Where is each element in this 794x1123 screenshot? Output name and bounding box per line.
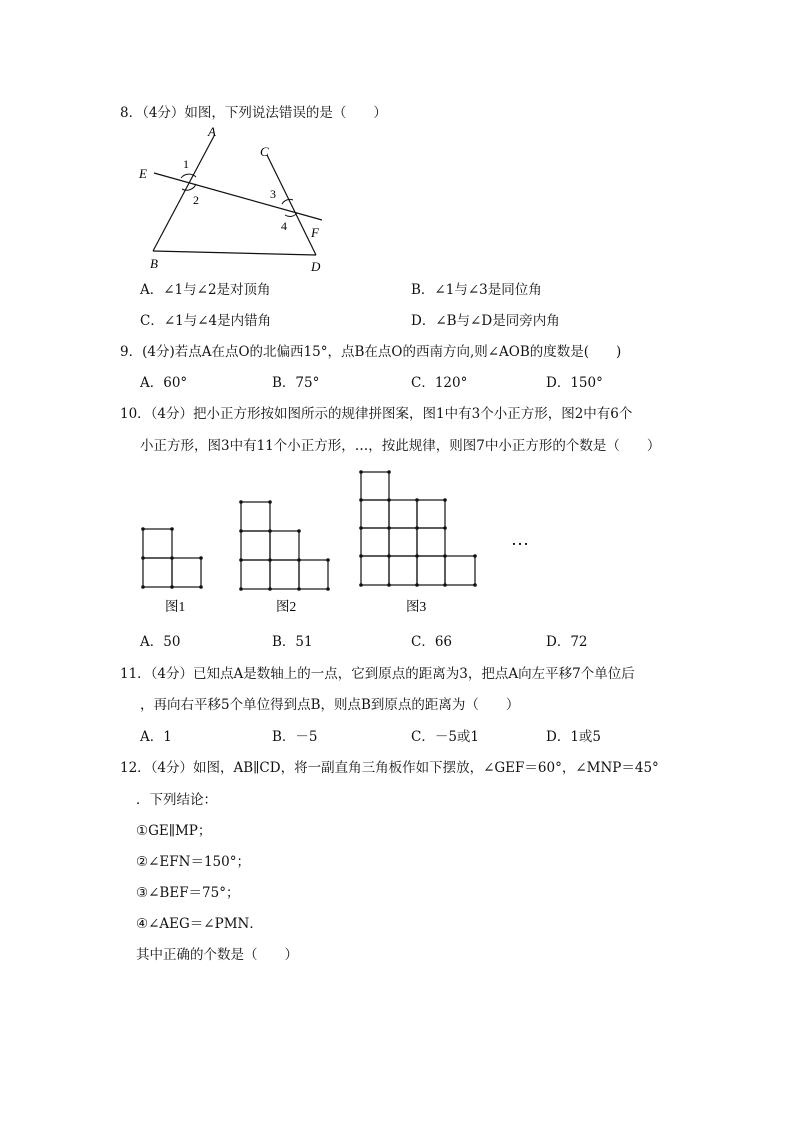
- q9-stem: 9．(4分)若点A在点O的北偏西15°，点B在点O的西南方向,则∠AOB的度数是( ): [120, 344, 622, 360]
- q12-closing-question: 其中正确的个数是（ ）: [136, 947, 298, 963]
- q9-option-d: D．150°: [546, 375, 603, 391]
- figure-1-caption: 图1: [165, 599, 186, 614]
- q8-figure: [130, 122, 340, 277]
- figure-3-caption: 图3: [406, 599, 427, 614]
- line-BD: [153, 251, 316, 255]
- q9-option-b: B．75°: [272, 375, 320, 391]
- q10-figures: [135, 465, 555, 625]
- angle-2-arc: [182, 184, 196, 190]
- q11-option-a: A．1: [140, 729, 172, 745]
- q12-conclusion-2: ②∠EFN＝150°；: [136, 854, 250, 870]
- q11-option-c: C．－5或1: [411, 729, 480, 745]
- label-C: C: [260, 144, 269, 159]
- q12-stem-line-2: ．下列结论：: [136, 792, 217, 808]
- q12-stem-line-1: 12．（4分）如图，AB∥CD，将一副直角三角板作如下摆放，∠GEF＝60°，∠MNP＝45°: [120, 760, 659, 776]
- q8-option-a: A．∠1与∠2是对顶角: [140, 282, 271, 298]
- q8-option-b: B．∠1与∠3是同位角: [411, 282, 542, 298]
- q8-option-c: C．∠1与∠4是内错角: [140, 313, 272, 329]
- q8-option-d: D．∠B与∠D是同旁内角: [411, 313, 560, 329]
- angle-3-arc: [282, 199, 293, 204]
- figure-2-grid: [241, 502, 328, 589]
- q10-option-c: C．66: [411, 634, 453, 650]
- q8-stem: 8．（4分）如图，下列说法错误的是（ ）: [120, 105, 387, 121]
- q11-option-d: D．1或5: [546, 729, 602, 745]
- figure-ellipsis: …: [511, 529, 529, 549]
- label-angle-3: 3: [270, 187, 276, 201]
- line-AB: [153, 136, 214, 251]
- q12-conclusion-1: ①GE∥MP；: [136, 823, 212, 839]
- q10-option-d: D．72: [546, 634, 588, 650]
- label-E: E: [139, 166, 147, 181]
- q11-stem-line-1: 11．（4分）已知点A是数轴上的一点，它到原点的距离为3，把点A向左平移7个单位后: [120, 666, 635, 682]
- q11-stem-line-2: ，再向右平移5个单位得到点B，则点B到原点的距离为（ ）: [140, 697, 520, 713]
- label-A: A: [208, 124, 216, 139]
- q10-stem-line-1: 10．（4分）把小正方形按如图所示的规律拼图案，图1中有3个小正方形，图2中有6个: [120, 406, 633, 422]
- q10-option-b: B．51: [272, 634, 313, 650]
- q10-stem-line-2: 小正方形，图3中有11个小正方形，…，按此规律，则图7中小正方形的个数是（ ）: [140, 438, 661, 454]
- label-angle-1: 1: [183, 157, 189, 171]
- q9-option-c: C．120°: [411, 375, 468, 391]
- label-F: F: [311, 225, 319, 240]
- q12-conclusion-3: ③∠BEF＝75°；: [136, 885, 240, 901]
- line-CD: [267, 155, 316, 255]
- q10-option-a: A．50: [140, 634, 181, 650]
- q11-option-b: B．－5: [272, 729, 318, 745]
- label-B: B: [150, 256, 158, 271]
- q12-conclusion-4: ④∠AEG＝∠PMN．: [136, 916, 263, 932]
- label-D: D: [311, 259, 321, 274]
- figure-2-caption: 图2: [276, 599, 297, 614]
- label-angle-4: 4: [281, 219, 287, 233]
- label-angle-2: 2: [193, 193, 199, 207]
- q9-option-a: A．60°: [140, 375, 188, 391]
